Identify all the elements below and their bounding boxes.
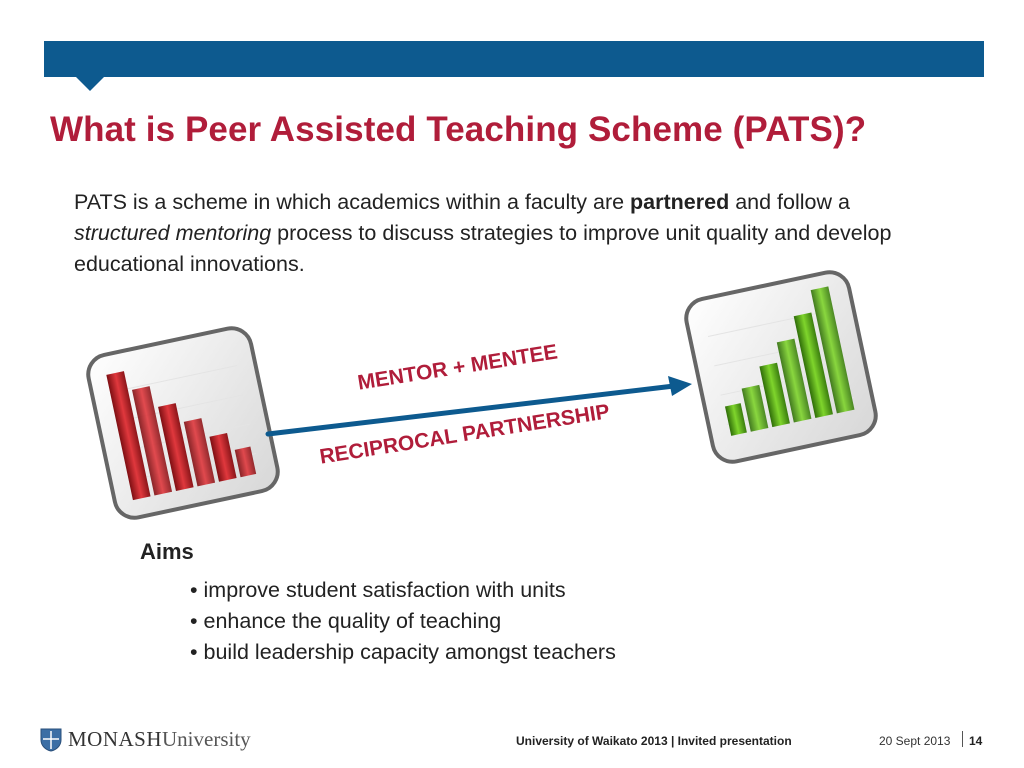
logo-monash-text: MONASH: [68, 727, 163, 751]
monash-logo: [40, 727, 251, 752]
slide-title: What is Peer Assisted Teaching Scheme (PATS)?: [50, 110, 867, 149]
footer-event: University of Waikato 2013 | Invited presentation: [516, 734, 792, 748]
header-bar: [44, 41, 984, 77]
aim-item: • enhance the quality of teaching: [190, 606, 616, 637]
mentor-mentee-label: MENTOR + MENTEE: [356, 340, 560, 395]
intro-text-1: PATS is a scheme in which academics within a faculty are: [74, 190, 631, 214]
header-notch: [76, 77, 104, 91]
aims-heading: Aims: [140, 539, 194, 564]
declining-bar-chart-icon: [78, 318, 288, 528]
aim-item: • build leadership capacity amongst teachers: [190, 637, 616, 668]
footer-date: 20 Sept 2013: [879, 734, 951, 748]
intro-italic: structured mentoring: [74, 221, 272, 245]
intro-text-2: and follow a: [729, 190, 850, 214]
reciprocal-partnership-label: RECIPROCAL PARTNERSHIP: [318, 400, 612, 469]
monash-shield-icon: [40, 728, 62, 752]
rising-bar-chart-icon: [676, 262, 886, 472]
intro-text-3: process to discuss strategies to improve unit quality and develop educational innovations.: [74, 221, 892, 276]
logo-university-text: University: [162, 727, 251, 751]
intro-bold: partnered: [630, 190, 730, 214]
aims-list: [190, 575, 616, 668]
footer-divider: [962, 731, 963, 747]
aim-item: • improve student satisfaction with units: [190, 575, 616, 606]
page-number: 14: [969, 734, 983, 748]
